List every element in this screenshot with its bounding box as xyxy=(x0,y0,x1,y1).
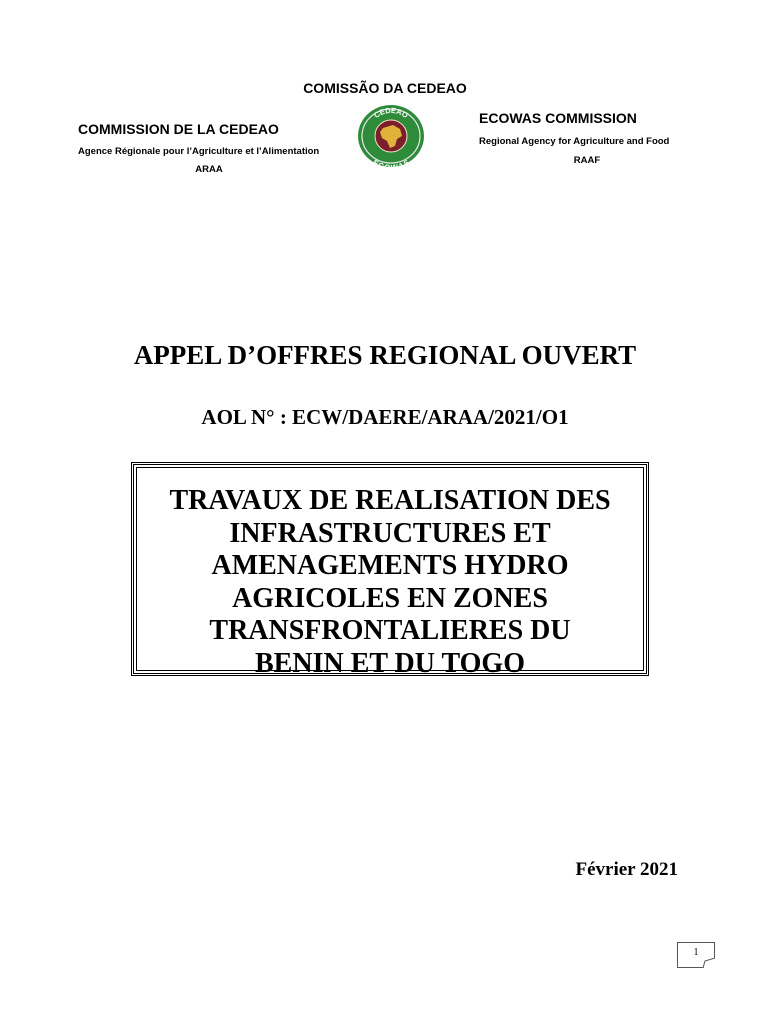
logo-text-bottom: ECOWAS xyxy=(371,157,411,169)
document-main-title: APPEL D’OFFRES REGIONAL OUVERT xyxy=(133,340,637,370)
page-corner-fold-icon xyxy=(703,958,715,968)
logo-text-top: CEDEAO xyxy=(372,105,410,120)
english-commission-title: ECOWAS COMMISSION xyxy=(479,110,637,126)
page-number xyxy=(677,942,715,968)
project-title: TRAVAUX DE REALISATION DES INFRASTRUCTURES ET AMENAGEMENTS HYDRO AGRICOLES EN ZONES TRANSFRONTALIERES DU BENIN ET DU TOGO xyxy=(169,485,611,679)
ecowas-emblem-icon xyxy=(356,103,426,169)
page-number-label: 1 xyxy=(693,947,699,958)
tender-reference: AOL N° : ECW/DAERE/ARAA/2021/O1 xyxy=(201,405,569,429)
english-agency-abbrev: RAAF xyxy=(573,155,601,166)
french-commission-title: COMMISSION DE LA CEDEAO xyxy=(78,121,279,137)
portuguese-commission-title: COMISSÃO DA CEDEAO xyxy=(303,80,467,96)
project-title-box xyxy=(131,462,649,679)
french-agency-abbrev: ARAA xyxy=(195,164,223,175)
document-date: Février 2021 xyxy=(575,859,678,880)
english-agency-name: Regional Agency for Agriculture and Food xyxy=(479,136,670,147)
french-agency-name: Agence Régionale pour l’Agriculture et l’Alimentation xyxy=(78,146,320,157)
